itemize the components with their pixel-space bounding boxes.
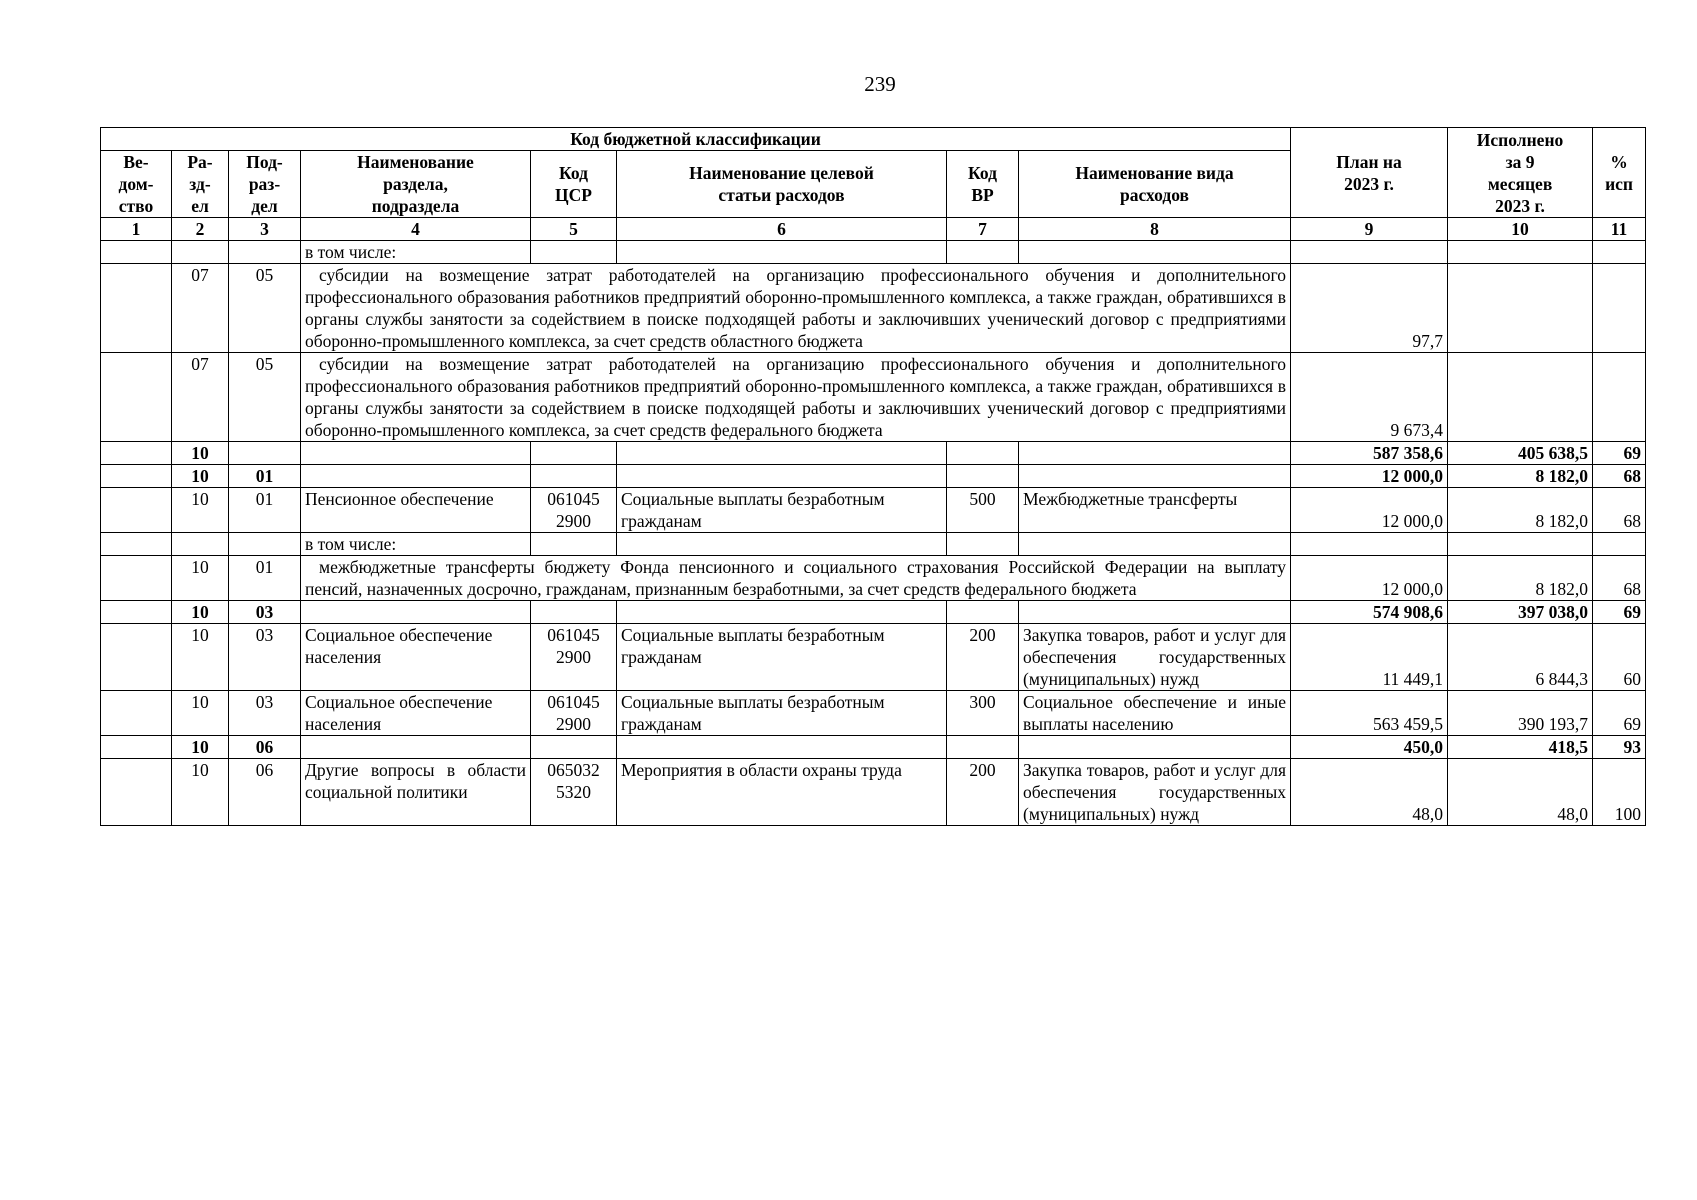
- podrazdel-cell: 01: [229, 465, 301, 488]
- plan-cell: 11 449,1: [1291, 624, 1448, 691]
- done-cell: 6 844,3: [1448, 624, 1593, 691]
- col-number: 3: [229, 218, 301, 241]
- razdel-cell: 10: [172, 465, 229, 488]
- header-row-group: [101, 128, 1646, 151]
- target-name-cell: Социальные выплаты безработным гражданам: [617, 488, 947, 533]
- podrazdel-cell: 01: [229, 556, 301, 601]
- done-cell: 390 193,7: [1448, 691, 1593, 736]
- vr-cell: 200: [947, 624, 1019, 691]
- done-cell: 405 638,5: [1448, 442, 1593, 465]
- col-number: 2: [172, 218, 229, 241]
- table-row: [101, 601, 1646, 624]
- percent-cell: 100: [1593, 759, 1646, 826]
- vr-cell: 300: [947, 691, 1019, 736]
- done-cell: 48,0: [1448, 759, 1593, 826]
- plan-cell: 12 000,0: [1291, 465, 1448, 488]
- percent-cell: 68: [1593, 488, 1646, 533]
- vr-name-cell: Межбюджетные трансферты: [1019, 488, 1291, 533]
- table-row: [101, 736, 1646, 759]
- vedomstvo-header: Ве- дом- ство: [101, 151, 172, 218]
- column-numbers-row: [101, 218, 1646, 241]
- description-cell: субсидии на возмещение затрат работодателей на организацию профессионального обучения и дополнительного профессионального образования работников предприятий оборонно-промышленного комплекса, а также граждан, обратившихся в органы службы занятости за содействием в поиске подходящей работы и заключивших ученический договор с предприятиями оборонно-промышленного комплекса, за счет средств областного бюджета: [301, 264, 1291, 353]
- podrazdel-cell: 06: [229, 759, 301, 826]
- col-number: 11: [1593, 218, 1646, 241]
- col-number: 10: [1448, 218, 1593, 241]
- percent-cell: 68: [1593, 465, 1646, 488]
- description-cell: межбюджетные трансферты бюджету Фонда пенсионного и социального страхования Российской Федерации на выплату пенсий, назначенных досрочно, гражданам, признанным безработными, за счет средств федерального бюджета: [301, 556, 1291, 601]
- plan-cell: 574 908,6: [1291, 601, 1448, 624]
- percent-cell: 69: [1593, 691, 1646, 736]
- podrazdel-cell: 03: [229, 601, 301, 624]
- classification-header: Код бюджетной классификации: [101, 128, 1291, 151]
- col-number: 1: [101, 218, 172, 241]
- razdel-cell: 10: [172, 442, 229, 465]
- percent-cell: 69: [1593, 601, 1646, 624]
- col-number: 9: [1291, 218, 1448, 241]
- razdel-cell: 10: [172, 556, 229, 601]
- percent-cell: 69: [1593, 442, 1646, 465]
- plan-cell: 12 000,0: [1291, 488, 1448, 533]
- percent-cell: 60: [1593, 624, 1646, 691]
- col-number: 6: [617, 218, 947, 241]
- row-label: в том числе:: [301, 241, 531, 264]
- done-cell: 8 182,0: [1448, 465, 1593, 488]
- podrazdel-cell: 03: [229, 624, 301, 691]
- plan-cell: 587 358,6: [1291, 442, 1448, 465]
- plan-cell: 97,7: [1291, 264, 1448, 353]
- razdel-cell: 10: [172, 759, 229, 826]
- table-row: [101, 465, 1646, 488]
- table-row: [101, 624, 1646, 691]
- csr-cell: 061045 2900: [531, 691, 617, 736]
- podrazdel-cell: 05: [229, 264, 301, 353]
- description-cell: субсидии на возмещение затрат работодателей на организацию профессионального обучения и дополнительного профессионального образования работников предприятий оборонно-промышленного комплекса, а также граждан, обратившихся в органы службы занятости за содействием в поиске подходящей работы и заключивших ученический договор с предприятиями оборонно-промышленного комплекса, за счет средств федерального бюджета: [301, 353, 1291, 442]
- podrazdel-header: Под- раз- дел: [229, 151, 301, 218]
- target-name-cell: Социальные выплаты безработным гражданам: [617, 691, 947, 736]
- razdel-cell: 10: [172, 488, 229, 533]
- col-number: 5: [531, 218, 617, 241]
- target-name-header: Наименование целевой статьи расходов: [617, 151, 947, 218]
- razdel-header: Ра- зд- ел: [172, 151, 229, 218]
- csr-cell: 061045 2900: [531, 488, 617, 533]
- table-row: [101, 556, 1646, 601]
- razdel-name-cell: Социальное обеспечение населения: [301, 624, 531, 691]
- razdel-cell: 07: [172, 264, 229, 353]
- col-number: 7: [947, 218, 1019, 241]
- done-header: Исполнено за 9 месяцев 2023 г.: [1448, 128, 1593, 218]
- plan-cell: 48,0: [1291, 759, 1448, 826]
- target-name-cell: Социальные выплаты безработным гражданам: [617, 624, 947, 691]
- csr-cell: 061045 2900: [531, 624, 617, 691]
- percent-cell: 68: [1593, 556, 1646, 601]
- plan-cell: 9 673,4: [1291, 353, 1448, 442]
- done-cell: 8 182,0: [1448, 488, 1593, 533]
- vr-name-cell: Закупка товаров, работ и услуг для обеспечения государственных (муниципальных) нужд: [1019, 624, 1291, 691]
- done-cell: 397 038,0: [1448, 601, 1593, 624]
- plan-cell: 450,0: [1291, 736, 1448, 759]
- razdel-cell: 07: [172, 353, 229, 442]
- table-row: [101, 691, 1646, 736]
- plan-cell: 12 000,0: [1291, 556, 1448, 601]
- vr-header: Код ВР: [947, 151, 1019, 218]
- razdel-name-cell: Пенсионное обеспечение: [301, 488, 531, 533]
- done-cell: 418,5: [1448, 736, 1593, 759]
- razdel-name-header: Наименование раздела, подраздела: [301, 151, 531, 218]
- razdel-name-cell: Социальное обеспечение населения: [301, 691, 531, 736]
- podrazdel-cell: 06: [229, 736, 301, 759]
- table-row: [101, 353, 1646, 442]
- razdel-cell: 10: [172, 601, 229, 624]
- csr-header: Код ЦСР: [531, 151, 617, 218]
- vr-name-header: Наименование вида расходов: [1019, 151, 1291, 218]
- page-number: 239: [864, 72, 896, 96]
- vr-name-cell: Социальное обеспечение и иные выплаты населению: [1019, 691, 1291, 736]
- col-number: 8: [1019, 218, 1291, 241]
- plan-cell: 563 459,5: [1291, 691, 1448, 736]
- csr-cell: 065032 5320: [531, 759, 617, 826]
- target-name-cell: Мероприятия в области охраны труда: [617, 759, 947, 826]
- podrazdel-cell: 05: [229, 353, 301, 442]
- plan-header: План на 2023 г.: [1291, 128, 1448, 218]
- table-row: [101, 488, 1646, 533]
- razdel-cell: 10: [172, 736, 229, 759]
- vr-name-cell: Закупка товаров, работ и услуг для обеспечения государственных (муниципальных) нужд: [1019, 759, 1291, 826]
- col-number: 4: [301, 218, 531, 241]
- razdel-cell: 10: [172, 624, 229, 691]
- table-row: [101, 442, 1646, 465]
- podrazdel-cell: 03: [229, 691, 301, 736]
- vr-cell: 500: [947, 488, 1019, 533]
- percent-cell: 93: [1593, 736, 1646, 759]
- podrazdel-cell: 01: [229, 488, 301, 533]
- done-cell: 8 182,0: [1448, 556, 1593, 601]
- row-label: в том числе:: [301, 533, 531, 556]
- vr-cell: 200: [947, 759, 1019, 826]
- budget-table: [100, 127, 1646, 826]
- table-row: [101, 241, 1646, 264]
- percent-header: % исп: [1593, 128, 1646, 218]
- table-row: [101, 533, 1646, 556]
- razdel-cell: 10: [172, 691, 229, 736]
- razdel-name-cell: Другие вопросы в области социальной политики: [301, 759, 531, 826]
- table-row: [101, 759, 1646, 826]
- table-row: [101, 264, 1646, 353]
